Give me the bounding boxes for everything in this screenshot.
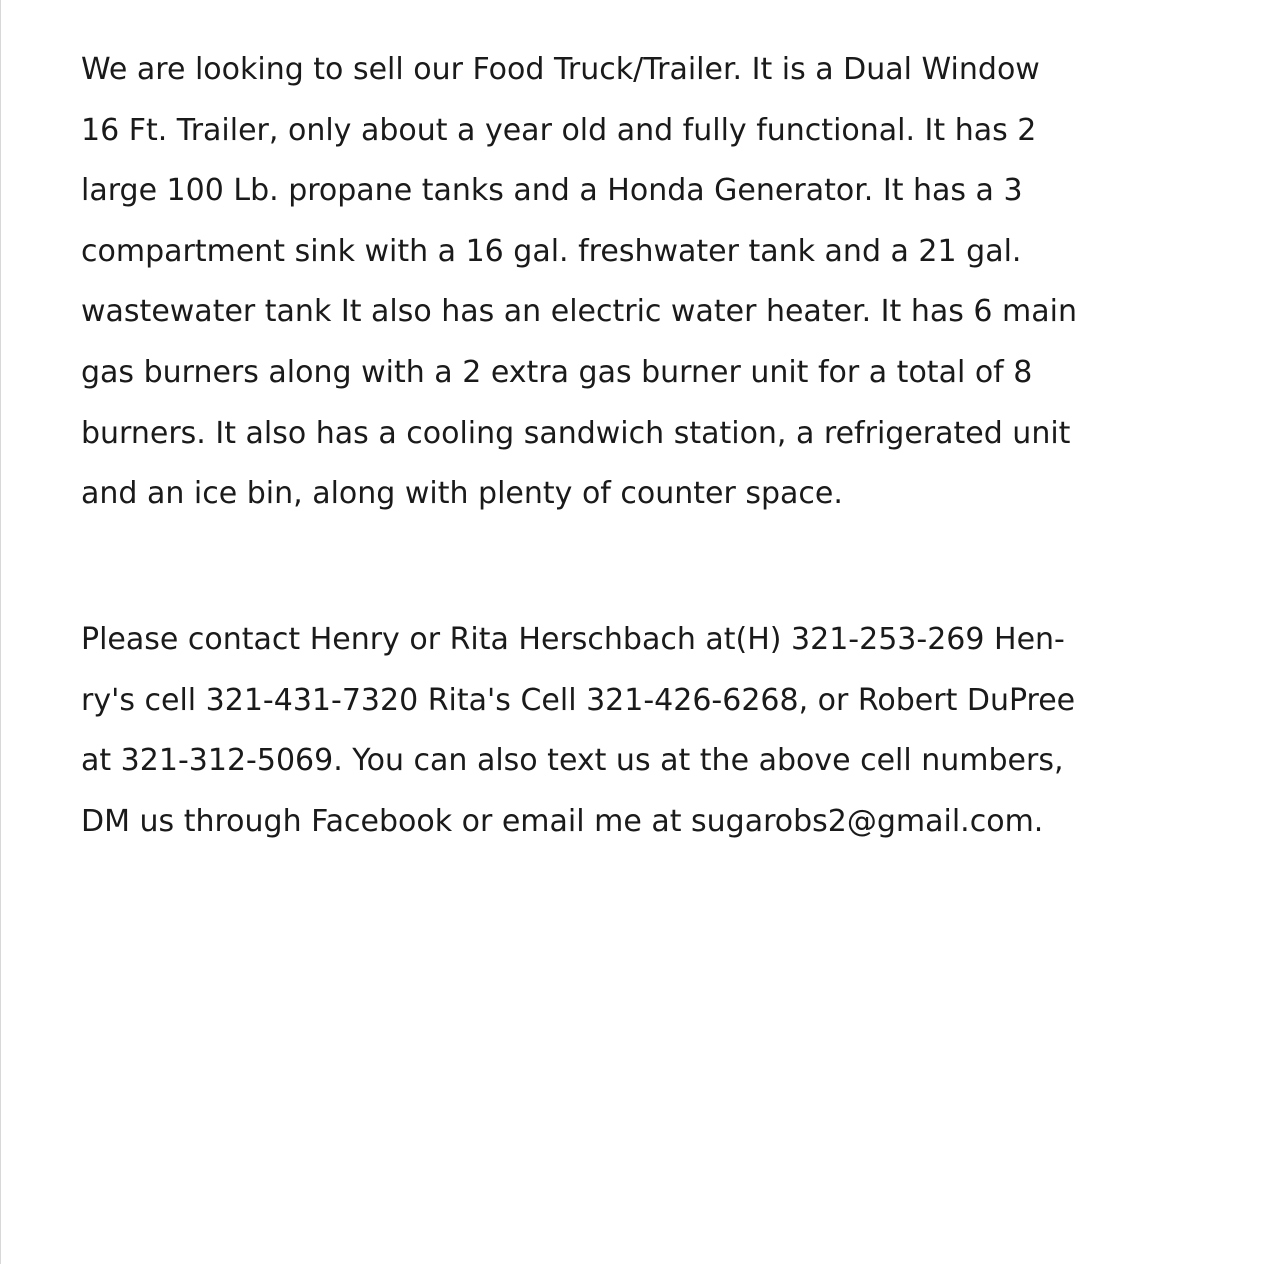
paragraph-line: 16 Ft. Trailer, only about a year old and fully functional. It has 2 bbox=[81, 112, 1037, 148]
paragraph-line: We are looking to sell our Food Truck/Trailer. It is a Dual Window bbox=[81, 52, 1040, 87]
contact-info-paragraph bbox=[81, 610, 1191, 852]
paragraph-line: and an ice bin, along with plenty of counter space. bbox=[81, 476, 843, 512]
paragraph-line: large 100 Lb. propane tanks and a Honda Generator. It has a 3 bbox=[81, 173, 1023, 209]
listing-description-paragraph bbox=[81, 40, 1191, 525]
paragraph-line: ry's cell 321-431-7320 Rita's Cell 321-426-6268, or Robert DuPree bbox=[81, 682, 1076, 718]
paragraph-line: DM us through Facebook or email me at sugarobs2@gmail.com. bbox=[81, 803, 1044, 839]
paragraph-line: wastewater tank It also has an electric water heater. It has 6 main bbox=[81, 294, 1077, 330]
paragraph-line: compartment sink with a 16 gal. freshwater tank and a 21 gal. bbox=[81, 233, 1022, 269]
paragraph-line: gas burners along with a 2 extra gas burner unit for a total of 8 bbox=[81, 354, 1033, 390]
paragraph-line: Please contact Henry or Rita Herschbach at(H) 321-253-269 Hen- bbox=[81, 622, 1065, 657]
page-left-edge bbox=[0, 0, 1, 1264]
paragraph-line: burners. It also has a cooling sandwich station, a refrigerated unit bbox=[81, 415, 1071, 451]
paragraph-line: at 321-312-5069. You can also text us at the above cell numbers, bbox=[81, 743, 1064, 779]
